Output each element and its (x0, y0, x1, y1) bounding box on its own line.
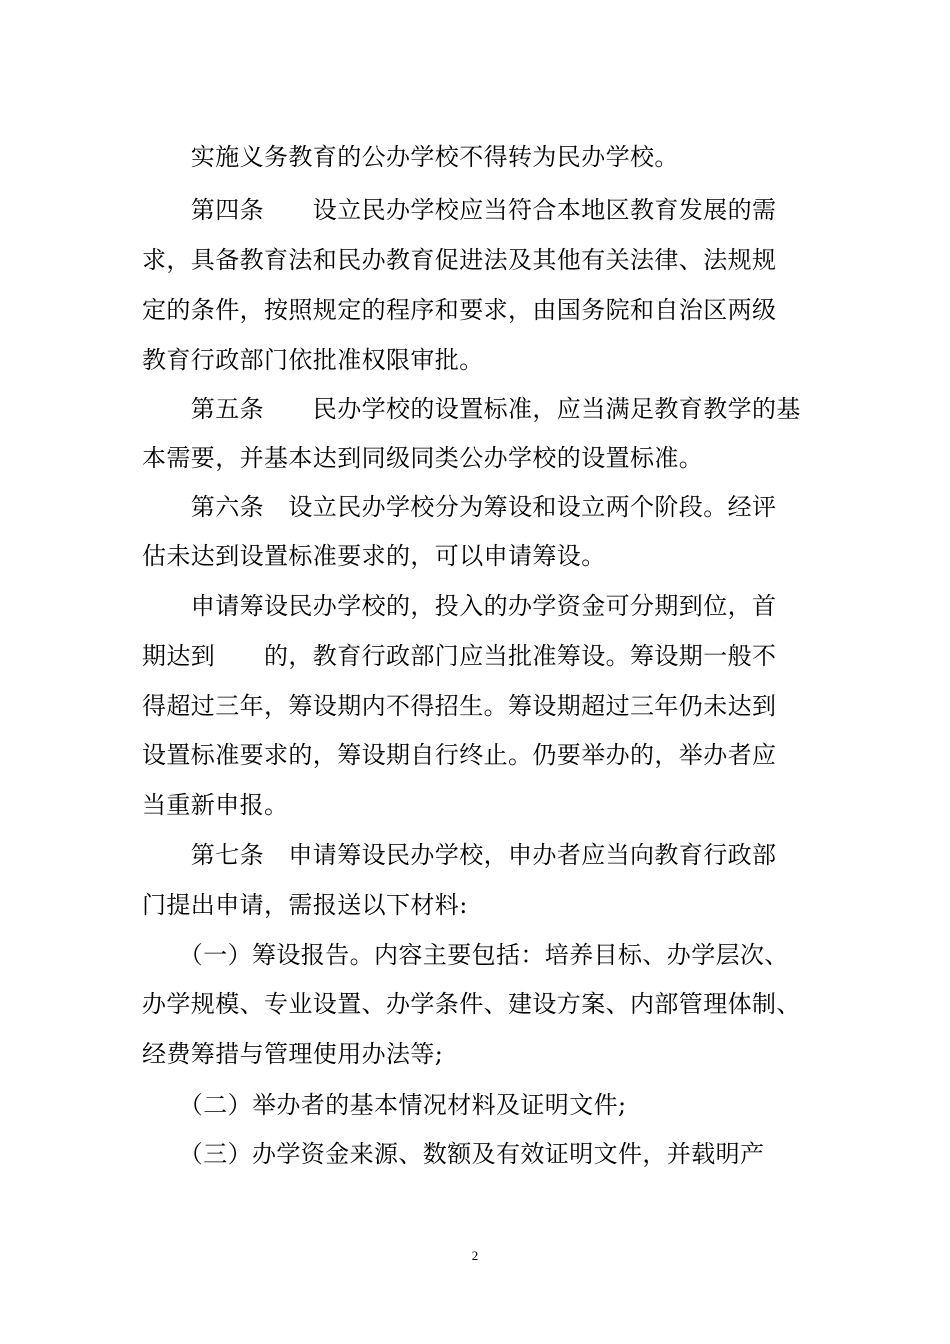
text-line: 当重新申报。 (142, 791, 289, 819)
text-line: 得超过三年，筹设期内不得招生。筹设期超过三年仍未达到 (142, 692, 777, 720)
text-line: 门提出申请，需报送以下材料: (142, 891, 468, 919)
text-line: 实施义务教育的公办学校不得转为民办学校。 (142, 143, 679, 171)
text-line: 求，具备教育法和民办教育促进法及其他有关法律、法规规 (142, 246, 777, 274)
text-line: 第五条 民办学校的设置标准，应当满足教育教学的基 (142, 395, 801, 423)
text-line: （二）举办者的基本情况材料及证明文件; (142, 1091, 627, 1119)
text-line: 估未达到设置标准要求的，可以申请筹设。 (142, 542, 606, 570)
text-line: 办学规模、专业设置、办学条件、建设方案、内部管理体制、 (142, 990, 801, 1018)
text-line: （一）筹设报告。内容主要包括：培养目标、办学层次、 (142, 941, 789, 969)
text-line: 定的条件，按照规定的程序和要求，由国务院和自治区两级 (142, 296, 777, 324)
text-line: 第六条 设立民办学校分为筹设和设立两个阶段。经评 (142, 493, 777, 521)
page-number: 2 (471, 1248, 479, 1263)
text-line: 设置标准要求的，筹设期自行终止。仍要举办的，举办者应 (142, 741, 777, 769)
text-line: 经费筹措与管理使用办法等; (142, 1040, 444, 1068)
text-line: 本需要，并基本达到同级同类公办学校的设置标准。 (142, 444, 704, 472)
text-line: 教育行政部门依批准权限审批。 (142, 346, 484, 374)
text-line: 申请筹设民办学校的，投入的办学资金可分期到位，首 (142, 592, 777, 620)
text-line: 第七条 申请筹设民办学校，申办者应当向教育行政部 (142, 841, 777, 869)
text-line: 第四条 设立民办学校应当符合本地区教育发展的需 (142, 196, 777, 224)
text-line: 期达到 的，教育行政部门应当批准筹设。筹设期一般不 (142, 642, 777, 670)
text-line: （三）办学资金来源、数额及有效证明文件，并载明产 (142, 1140, 765, 1168)
